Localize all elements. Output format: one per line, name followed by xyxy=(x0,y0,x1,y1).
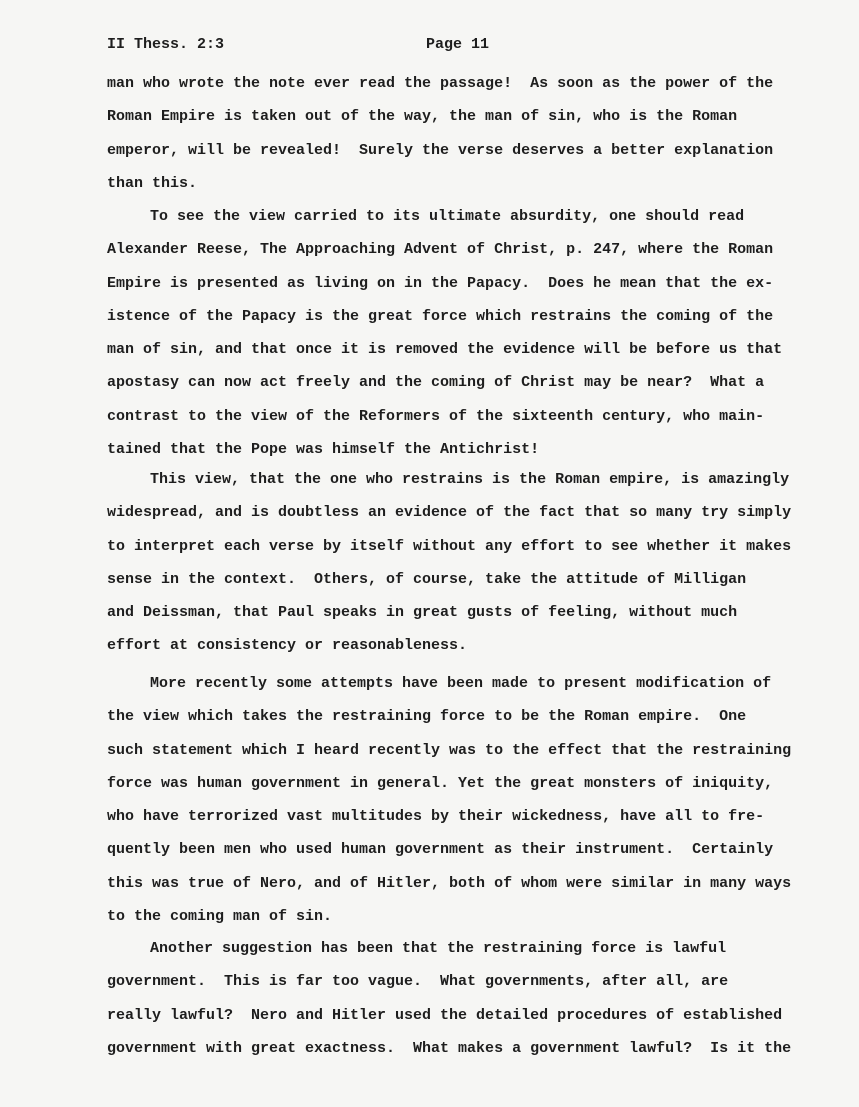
text-line: Another suggestion has been that the restraining force is lawful xyxy=(150,940,727,957)
text-line: More recently some attempts have been made to present modification of xyxy=(150,675,772,692)
text-line: really lawful? Nero and Hitler used the detailed procedures of established xyxy=(107,1006,783,1024)
text-line: contrast to the view of the Reformers of the sixteenth century, who main- xyxy=(107,407,765,425)
text-line: quently been men who used human government as their instrument. Certainly xyxy=(107,841,774,859)
text-line: and Deissman, that Paul speaks in great gusts of feeling, without much xyxy=(107,604,738,622)
page-number: Page 11 xyxy=(426,36,490,53)
paragraph xyxy=(107,667,847,933)
paragraph xyxy=(107,463,847,663)
text-line: Empire is presented as living on in the Papacy. Does he mean that the ex- xyxy=(107,274,774,292)
text-line: Roman Empire is taken out of the way, the man of sin, who is the Roman xyxy=(107,108,738,126)
paragraph xyxy=(107,200,847,466)
text-line: man of sin, and that once it is removed the evidence will be before us that xyxy=(107,341,783,359)
text-line: who have terrorized vast multitudes by their wickedness, have all to fre- xyxy=(107,808,765,826)
text-line: widespread, and is doubtless an evidence of the fact that so many try simply xyxy=(107,504,792,522)
text-line: apostasy can now act freely and the coming of Christ may be near? What a xyxy=(107,374,765,392)
text-line: This view, that the one who restrains is the Roman empire, is amazingly xyxy=(150,471,790,488)
text-line: this was true of Nero, and of Hitler, both of whom were similar in many ways xyxy=(107,874,792,892)
text-line: sense in the context. Others, of course, take the attitude of Milligan xyxy=(107,570,747,588)
text-line: To see the view carried to its ultimate absurdity, one should read xyxy=(150,208,745,225)
text-line: the view which takes the restraining force to be the Roman empire. One xyxy=(107,708,747,726)
text-line: istence of the Papacy is the great force which restrains the coming of the xyxy=(107,307,774,325)
text-line: such statement which I heard recently was to the effect that the restraining xyxy=(107,741,792,759)
text-line: emperor, will be revealed! Surely the verse deserves a better explanation xyxy=(107,141,774,159)
text-line: government with great exactness. What makes a government lawful? Is it the xyxy=(107,1039,792,1057)
paragraph xyxy=(107,67,847,200)
text-line: to interpret each verse by itself without any effort to see whether it makes xyxy=(107,537,792,555)
text-line: effort at consistency or reasonableness. xyxy=(107,637,468,655)
text-line: to the coming man of sin. xyxy=(107,908,333,926)
text-line: Alexander Reese, The Approaching Advent of Christ, p. 247, where the Roman xyxy=(107,241,774,259)
running-header-reference: II Thess. 2:3 xyxy=(107,36,225,53)
text-line: than this. xyxy=(107,174,198,192)
text-line: man who wrote the note ever read the passage! As soon as the power of the xyxy=(107,75,774,92)
paragraph xyxy=(107,932,847,1065)
text-line: government. This is far too vague. What governments, after all, are xyxy=(107,973,729,991)
text-line: tained that the Pope was himself the Antichrist! xyxy=(107,441,540,459)
text-line: force was human government in general. Yet the great monsters of iniquity, xyxy=(107,774,774,792)
